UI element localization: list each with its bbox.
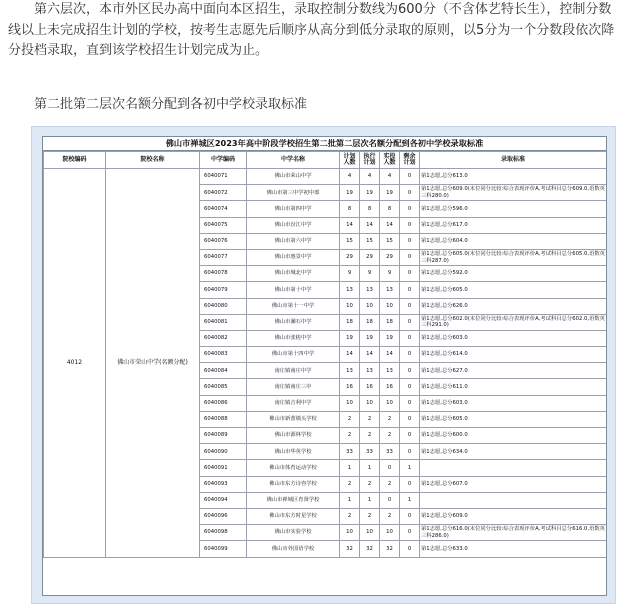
school-code-cell: 6040089 xyxy=(200,428,247,444)
school-code-cell: 6040075 xyxy=(200,217,247,233)
school-code-cell: 6040084 xyxy=(200,363,247,379)
standard-cell: 第1志愿,总分614.0 xyxy=(420,347,607,363)
actual-cell: 33 xyxy=(380,444,400,460)
actual-cell: 19 xyxy=(380,185,400,201)
school-name-cell: 佛山市东方时星学校 xyxy=(247,508,340,524)
header-standard: 录取标准 xyxy=(420,152,607,169)
exec-plan-cell: 18 xyxy=(360,314,380,330)
standard-cell: 第1志愿,总分633.0 xyxy=(420,541,607,557)
school-code-cell: 6040085 xyxy=(200,379,247,395)
standard-cell: 第1志愿,总分626.0 xyxy=(420,298,607,314)
standard-cell: 第1志愿,总分609.0 xyxy=(420,508,607,524)
school-name-cell: 佛山市新蕾墙头学校 xyxy=(247,411,340,427)
actual-cell: 32 xyxy=(380,541,400,557)
remaining-cell: 1 xyxy=(400,492,420,508)
standard-cell: 第1志愿,总分600.0 xyxy=(420,428,607,444)
school-name-cell: 佛山市第十四中学 xyxy=(247,347,340,363)
remaining-cell: 0 xyxy=(400,298,420,314)
intro-paragraph: 第六层次，本市外区民办高中面向本区招生，录取控制分数线为600分（不含体艺特长生），控制分数线以上未完成招生计划的学校，按考生志愿先后顺序从高分到低分录取的原则，以5分为一个分数段依次降分投档录取，直到该学校招生计划完成为止。 xyxy=(8,2,615,58)
school-name-cell: 佛山市第四中学 xyxy=(247,201,340,217)
actual-cell: 19 xyxy=(380,330,400,346)
header-exec-plan: 执行计划 xyxy=(360,152,380,169)
school-name-cell: 佛山市源林学校 xyxy=(247,428,340,444)
plan-cell: 13 xyxy=(340,363,360,379)
school-name-cell: 佛山市第十一中学 xyxy=(247,298,340,314)
actual-cell: 14 xyxy=(380,217,400,233)
plan-cell: 16 xyxy=(340,379,360,395)
college-code-cell: 4012 xyxy=(44,169,106,558)
exec-plan-cell: 13 xyxy=(360,282,380,298)
exec-plan-cell: 19 xyxy=(360,185,380,201)
admission-table xyxy=(43,151,607,558)
standard-cell: 第1志愿,总分602.0(末位同分比较:综合表现评价A,考试科目总分602.0,语数英三科291.0) xyxy=(420,314,607,330)
exec-plan-cell: 16 xyxy=(360,379,380,395)
remaining-cell: 0 xyxy=(400,266,420,282)
school-name-cell: 佛山市汾江中学 xyxy=(247,217,340,233)
actual-cell: 8 xyxy=(380,201,400,217)
plan-cell: 2 xyxy=(340,411,360,427)
school-code-cell: 6040098 xyxy=(200,525,247,541)
school-code-cell: 6040099 xyxy=(200,541,247,557)
plan-cell: 4 xyxy=(340,169,360,185)
exec-plan-cell: 2 xyxy=(360,428,380,444)
school-code-cell: 6040076 xyxy=(200,233,247,249)
exec-plan-cell: 4 xyxy=(360,169,380,185)
header-plan: 计划人数 xyxy=(340,152,360,169)
remaining-cell: 0 xyxy=(400,347,420,363)
exec-plan-cell: 1 xyxy=(360,492,380,508)
school-name-cell: 佛山市第六中学 xyxy=(247,233,340,249)
standard-cell: 第1志愿,总分609.0(末位同分比较:综合表现评价A,考试科目总分609.0,语数英三科280.0) xyxy=(420,185,607,201)
remaining-cell: 0 xyxy=(400,525,420,541)
school-name-cell: 佛山市外国语学校 xyxy=(247,541,340,557)
remaining-cell: 0 xyxy=(400,379,420,395)
remaining-cell: 0 xyxy=(400,444,420,460)
plan-cell: 1 xyxy=(340,460,360,476)
plan-cell: 33 xyxy=(340,444,360,460)
exec-plan-cell: 32 xyxy=(360,541,380,557)
plan-cell: 10 xyxy=(340,298,360,314)
exec-plan-cell: 2 xyxy=(360,411,380,427)
table-image-frame xyxy=(31,126,616,604)
school-code-cell: 6040088 xyxy=(200,411,247,427)
plan-cell: 8 xyxy=(340,201,360,217)
remaining-cell: 0 xyxy=(400,541,420,557)
school-name-cell: 佛山市第十中学 xyxy=(247,282,340,298)
plan-cell: 19 xyxy=(340,330,360,346)
school-name-cell: 佛山市体育运动学校 xyxy=(247,460,340,476)
exec-plan-cell: 2 xyxy=(360,476,380,492)
actual-cell: 9 xyxy=(380,266,400,282)
actual-cell: 10 xyxy=(380,395,400,411)
remaining-cell: 0 xyxy=(400,282,420,298)
school-code-cell: 6040091 xyxy=(200,460,247,476)
plan-cell: 2 xyxy=(340,476,360,492)
exec-plan-cell: 15 xyxy=(360,233,380,249)
standard-cell: 第1志愿,总分596.0 xyxy=(420,201,607,217)
standard-cell: 第1志愿,总分605.0 xyxy=(420,282,607,298)
exec-plan-cell: 9 xyxy=(360,266,380,282)
standard-cell: 第1志愿,总分604.0 xyxy=(420,233,607,249)
plan-cell: 1 xyxy=(340,492,360,508)
header-college-name: 院校名称 xyxy=(106,152,200,169)
table-header-row xyxy=(44,152,607,169)
remaining-cell: 0 xyxy=(400,169,420,185)
school-name-cell: 佛山市东方诗咨学校 xyxy=(247,476,340,492)
exec-plan-cell: 14 xyxy=(360,217,380,233)
school-name-cell: 南庄镇南庄中学 xyxy=(247,363,340,379)
plan-cell: 2 xyxy=(340,428,360,444)
exec-plan-cell: 19 xyxy=(360,330,380,346)
header-actual: 实投人数 xyxy=(380,152,400,169)
school-code-cell: 6040071 xyxy=(200,169,247,185)
plan-cell: 32 xyxy=(340,541,360,557)
remaining-cell: 0 xyxy=(400,476,420,492)
standard-cell xyxy=(420,492,607,508)
actual-cell: 2 xyxy=(380,428,400,444)
actual-cell: 4 xyxy=(380,169,400,185)
exec-plan-cell: 10 xyxy=(360,298,380,314)
exec-plan-cell: 33 xyxy=(360,444,380,460)
school-code-cell: 6040072 xyxy=(200,185,247,201)
remaining-cell: 0 xyxy=(400,314,420,330)
exec-plan-cell: 29 xyxy=(360,249,380,265)
standard-cell: 第1志愿,总分617.0 xyxy=(420,217,607,233)
table-title: 佛山市禅城区2023年高中阶段学校招生第二批第二层次名额分配到各初中学校录取标准 xyxy=(43,137,606,151)
school-code-cell: 6040080 xyxy=(200,298,247,314)
remaining-cell: 0 xyxy=(400,428,420,444)
actual-cell: 13 xyxy=(380,282,400,298)
school-name-cell: 佛山市华英学校 xyxy=(247,444,340,460)
plan-cell: 2 xyxy=(340,508,360,524)
actual-cell: 16 xyxy=(380,379,400,395)
plan-cell: 14 xyxy=(340,347,360,363)
school-name-cell: 佛山市第三中学初中部 xyxy=(247,185,340,201)
exec-plan-cell: 10 xyxy=(360,395,380,411)
school-code-cell: 6040083 xyxy=(200,347,247,363)
actual-cell: 13 xyxy=(380,363,400,379)
standard-cell: 第1志愿,总分611.0 xyxy=(420,379,607,395)
plan-cell: 10 xyxy=(340,395,360,411)
plan-cell: 10 xyxy=(340,525,360,541)
remaining-cell: 1 xyxy=(400,460,420,476)
school-name-cell: 佛山市城北中学 xyxy=(247,266,340,282)
school-name-cell: 南庄镇吉利中学 xyxy=(247,395,340,411)
remaining-cell: 0 xyxy=(400,508,420,524)
actual-cell: 2 xyxy=(380,508,400,524)
standard-cell: 第1志愿,总分627.0 xyxy=(420,363,607,379)
school-code-cell: 6040078 xyxy=(200,266,247,282)
exec-plan-cell: 1 xyxy=(360,460,380,476)
school-code-cell: 6040074 xyxy=(200,201,247,217)
school-code-cell: 6040094 xyxy=(200,492,247,508)
table-row xyxy=(44,169,607,185)
school-code-cell: 6040081 xyxy=(200,314,247,330)
school-name-cell: 佛山市惠景中学 xyxy=(247,249,340,265)
plan-cell: 19 xyxy=(340,185,360,201)
standard-cell: 第1志愿,总分605.0(末位同分比较:综合表现评价A,考试科目总分605.0,语数英三科287.0) xyxy=(420,249,607,265)
header-college-code: 院校编码 xyxy=(44,152,106,169)
school-name-cell: 南庄镇南庄三中 xyxy=(247,379,340,395)
standard-cell xyxy=(420,460,607,476)
remaining-cell: 0 xyxy=(400,411,420,427)
remaining-cell: 0 xyxy=(400,363,420,379)
school-name-cell: 佛山市张槎中学 xyxy=(247,330,340,346)
school-code-cell: 6040096 xyxy=(200,508,247,524)
header-remaining: 剩余计划 xyxy=(400,152,420,169)
remaining-cell: 0 xyxy=(400,201,420,217)
school-code-cell: 6040090 xyxy=(200,444,247,460)
plan-cell: 29 xyxy=(340,249,360,265)
actual-cell: 2 xyxy=(380,411,400,427)
exec-plan-cell: 13 xyxy=(360,363,380,379)
remaining-cell: 0 xyxy=(400,395,420,411)
school-code-cell: 6040079 xyxy=(200,282,247,298)
actual-cell: 0 xyxy=(380,492,400,508)
remaining-cell: 0 xyxy=(400,249,420,265)
school-code-cell: 6040086 xyxy=(200,395,247,411)
remaining-cell: 0 xyxy=(400,233,420,249)
section-heading: 第二批第二层次名额分配到各初中学校录取标准 xyxy=(34,97,308,112)
exec-plan-cell: 8 xyxy=(360,201,380,217)
remaining-cell: 0 xyxy=(400,217,420,233)
actual-cell: 15 xyxy=(380,233,400,249)
actual-cell: 2 xyxy=(380,476,400,492)
standard-cell: 第1志愿,总分616.0(末位同分比较:综合表现评价A,考试科目总分616.0,语数英三科286.0) xyxy=(420,525,607,541)
standard-cell: 第1志愿,总分603.0 xyxy=(420,395,607,411)
header-school-name: 中学名称 xyxy=(247,152,340,169)
actual-cell: 14 xyxy=(380,347,400,363)
plan-cell: 18 xyxy=(340,314,360,330)
standard-cell: 第1志愿,总分605.0 xyxy=(420,411,607,427)
plan-cell: 13 xyxy=(340,282,360,298)
remaining-cell: 0 xyxy=(400,330,420,346)
school-code-cell: 6040093 xyxy=(200,476,247,492)
exec-plan-cell: 2 xyxy=(360,508,380,524)
actual-cell: 10 xyxy=(380,298,400,314)
school-code-cell: 6040082 xyxy=(200,330,247,346)
standard-cell: 第1志愿,总分603.0 xyxy=(420,330,607,346)
standard-cell: 第1志愿,总分613.0 xyxy=(420,169,607,185)
actual-cell: 10 xyxy=(380,525,400,541)
school-name-cell: 佛山市澜石中学 xyxy=(247,314,340,330)
standard-cell: 第1志愿,总分607.0 xyxy=(420,476,607,492)
actual-cell: 0 xyxy=(380,460,400,476)
exec-plan-cell: 10 xyxy=(360,525,380,541)
standard-cell: 第1志愿,总分634.0 xyxy=(420,444,607,460)
school-code-cell: 6040077 xyxy=(200,249,247,265)
school-name-cell: 佛山市禅城区育贤学校 xyxy=(247,492,340,508)
school-name-cell: 佛山市实验学校 xyxy=(247,525,340,541)
actual-cell: 18 xyxy=(380,314,400,330)
exec-plan-cell: 14 xyxy=(360,347,380,363)
plan-cell: 15 xyxy=(340,233,360,249)
header-school-code: 中学编码 xyxy=(200,152,247,169)
plan-cell: 14 xyxy=(340,217,360,233)
admission-table-sheet xyxy=(42,136,607,596)
actual-cell: 29 xyxy=(380,249,400,265)
plan-cell: 9 xyxy=(340,266,360,282)
standard-cell: 第1志愿,总分592.0 xyxy=(420,266,607,282)
college-name-cell: 佛山市荣山中学(名额分配) xyxy=(106,169,200,558)
school-name-cell: 佛山市荣山中学 xyxy=(247,169,340,185)
remaining-cell: 0 xyxy=(400,185,420,201)
